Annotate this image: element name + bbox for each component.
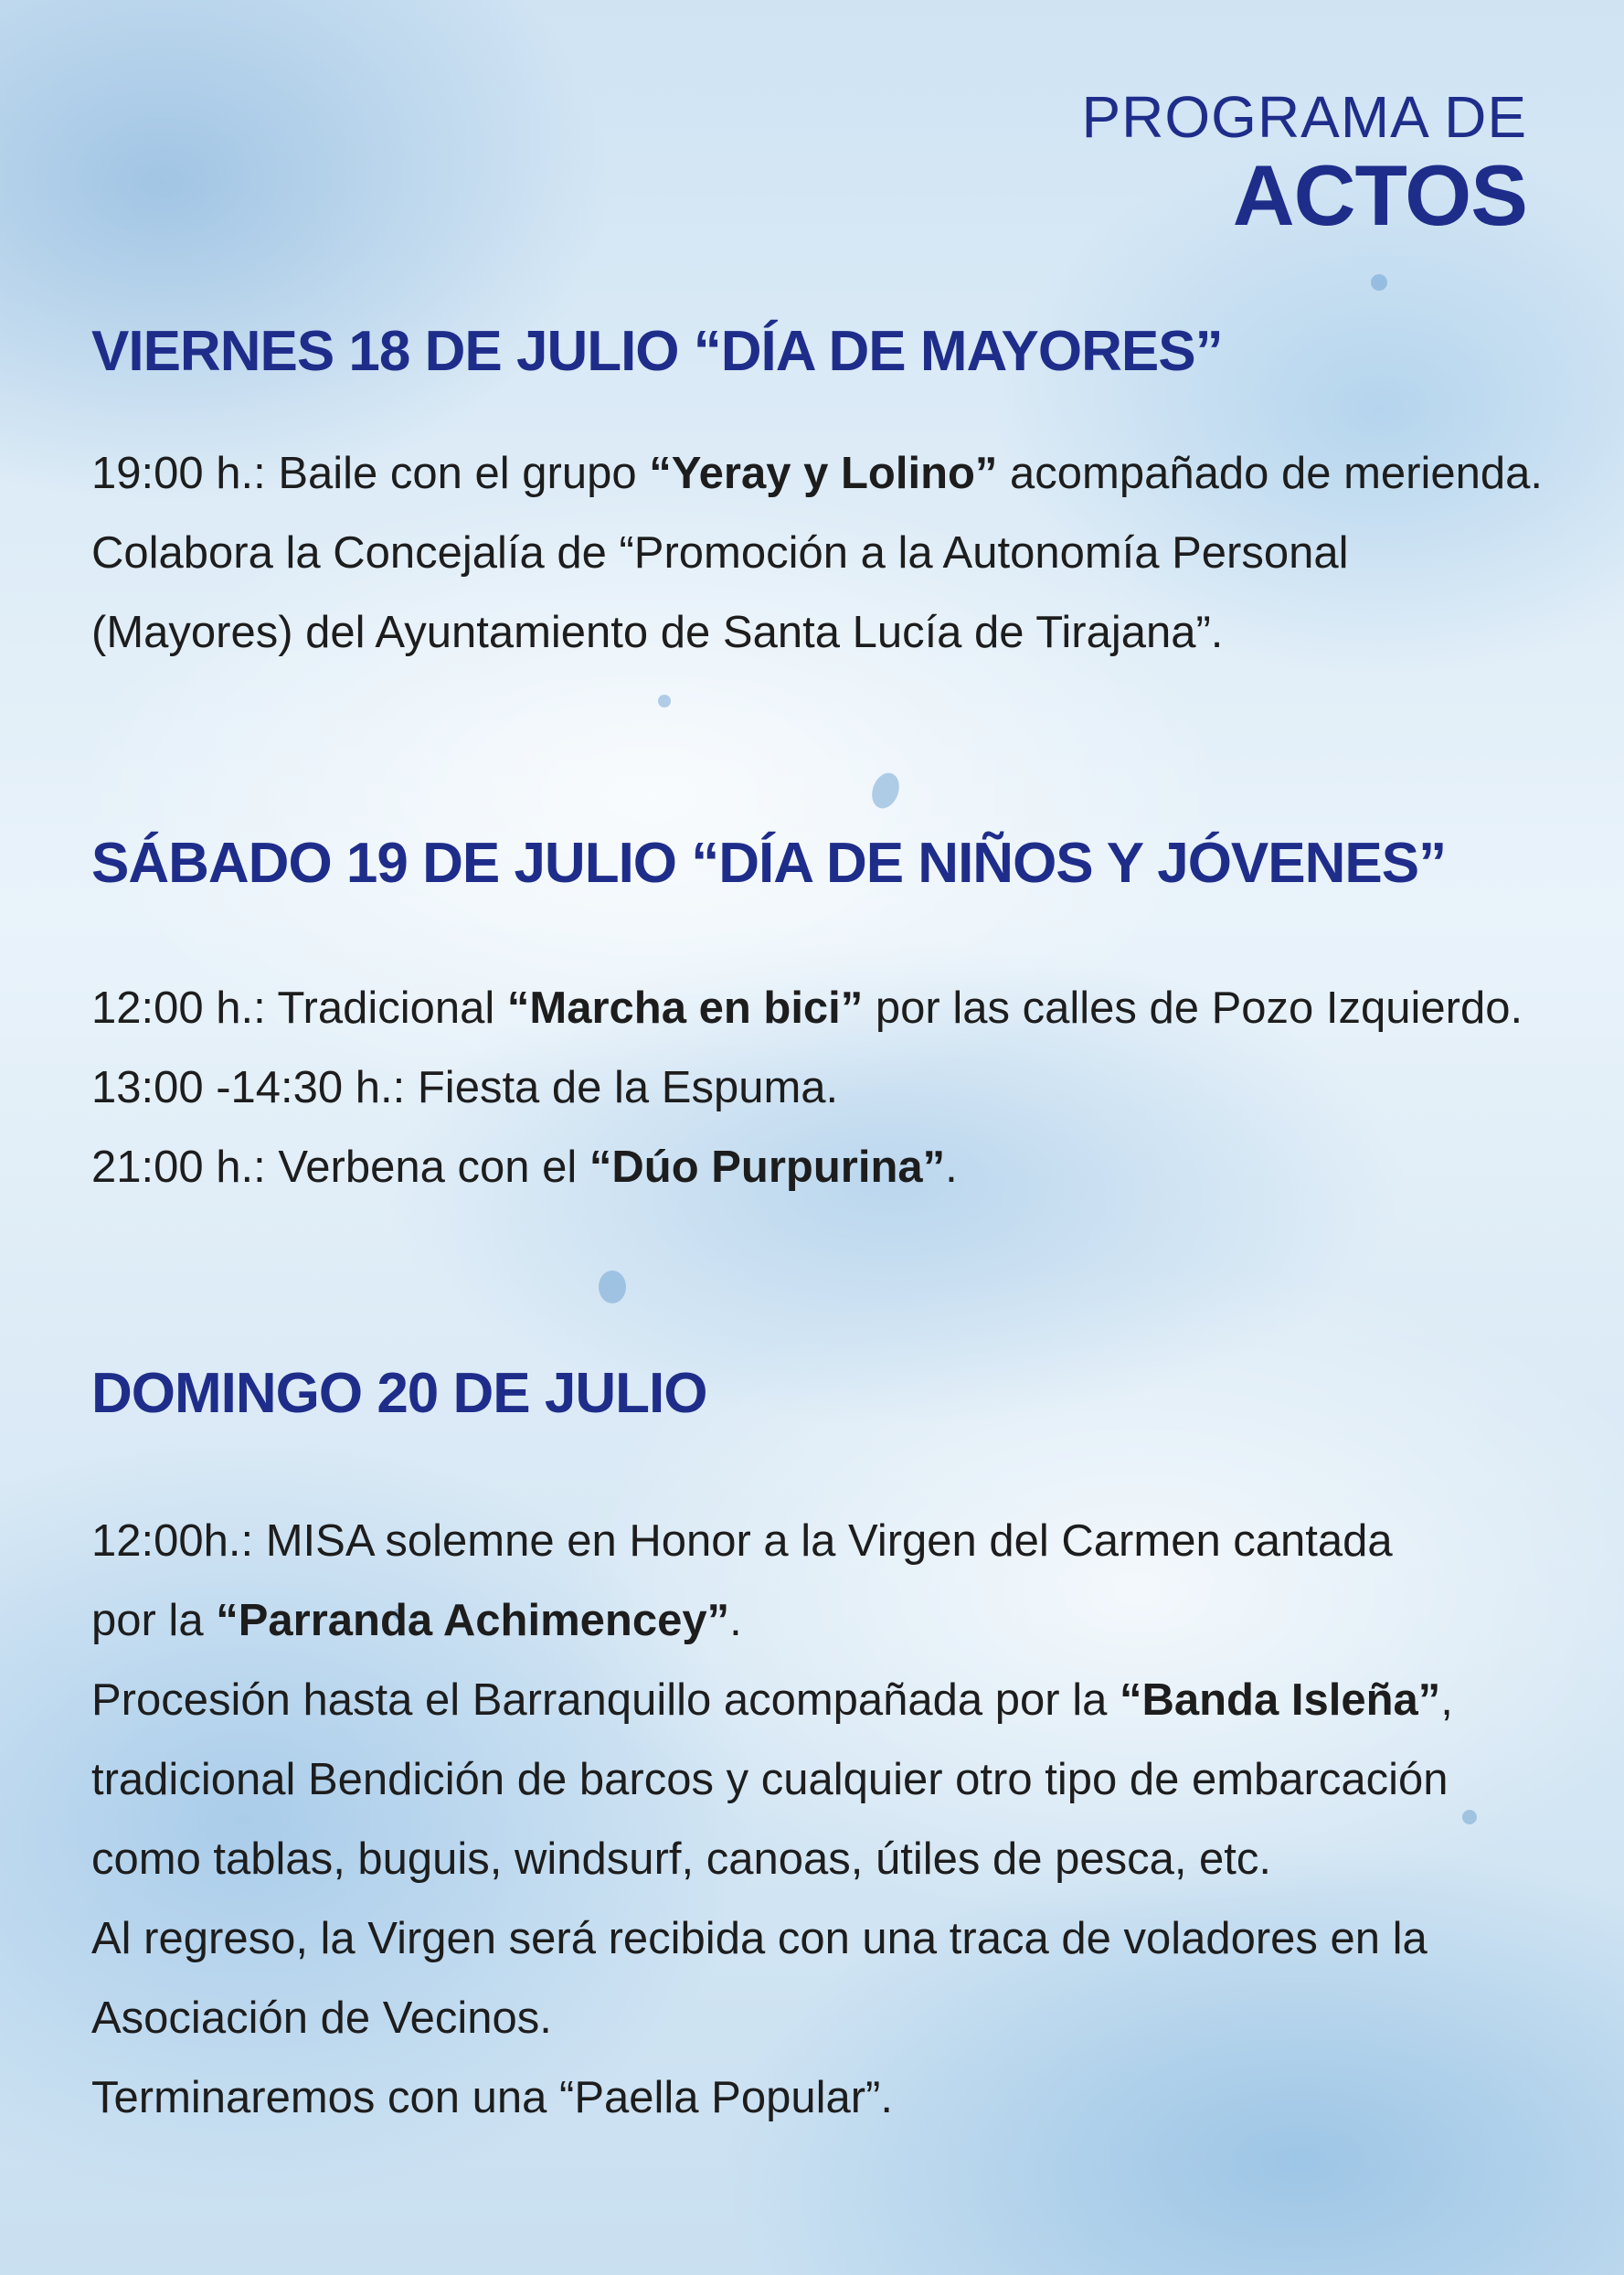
line-text: Al regreso, la Virgen será recibida con una traca de voladores en la (91, 1914, 1428, 1963)
watercolor-splash (658, 695, 671, 707)
line-text: por las calles de Pozo Izquierdo. (863, 983, 1523, 1033)
watercolor-splash (867, 769, 904, 812)
event-line (91, 1740, 1572, 1820)
line-text: Procesión hasta el Barranquillo acompañada por la (91, 1675, 1120, 1725)
event-line (91, 1502, 1572, 1581)
section-body (91, 969, 1572, 1207)
event-line (91, 514, 1572, 593)
header-line2: ACTOS (1232, 147, 1527, 243)
section-body (91, 434, 1572, 673)
section-saturday (91, 827, 1572, 1207)
line-text: 21:00 h.: Verbena con el (91, 1143, 589, 1192)
line-text: Colabora la Concejalía de “Promoción a la Autonomía Personal (91, 528, 1349, 578)
line-text: . (945, 1143, 958, 1192)
section-friday (91, 315, 1572, 673)
line-highlight: “Banda Isleña” (1119, 1675, 1441, 1725)
line-text: tradicional Bendición de barcos y cualquier otro tipo de embarcación (91, 1755, 1449, 1804)
event-line (91, 969, 1572, 1048)
section-sunday (91, 1357, 1572, 2138)
line-text: Terminaremos con una “Paella Popular”. (91, 2073, 893, 2122)
line-text: 13:00 -14:30 h.: Fiesta de la Espuma. (91, 1063, 839, 1112)
event-line (91, 2058, 1572, 2138)
event-line (91, 1899, 1572, 1979)
line-text: acompañado de merienda. (997, 449, 1544, 498)
line-text: , (1440, 1675, 1453, 1725)
line-text: Asociación de Vecinos. (91, 1993, 552, 2043)
section-title: SÁBADO 19 DE JULIO “DÍA DE NIÑOS Y JÓVENES” (91, 832, 1447, 895)
watercolor-splash (1371, 274, 1387, 291)
header-line1: PROGRAMA DE (1081, 84, 1527, 150)
section-title: VIERNES 18 DE JULIO “DÍA DE MAYORES” (91, 320, 1223, 383)
event-line (91, 593, 1572, 673)
event-line (91, 1048, 1572, 1128)
line-highlight: “Dúo Purpurina” (589, 1143, 946, 1192)
event-line (91, 434, 1572, 514)
line-text: 12:00h.: MISA solemne en Honor a la Virgen del Carmen cantada (91, 1516, 1393, 1566)
watercolor-splash (599, 1270, 626, 1303)
line-highlight: “Parranda Achimencey” (216, 1596, 730, 1645)
line-highlight: “Marcha en bici” (506, 983, 864, 1033)
section-body (91, 1502, 1572, 2138)
line-text: . (729, 1596, 742, 1645)
line-text: como tablas, buguis, windsurf, canoas, útiles de pesca, etc. (91, 1834, 1272, 1884)
event-line (91, 1979, 1572, 2058)
line-highlight: “Yeray y Lolino” (649, 449, 998, 498)
program-header (1081, 84, 1527, 241)
event-line (91, 1581, 1572, 1661)
line-text: 12:00 h.: Tradicional (91, 983, 507, 1033)
line-text: por la (91, 1596, 217, 1645)
event-line (91, 1820, 1572, 1899)
event-line (91, 1128, 1572, 1207)
line-text: 19:00 h.: Baile con el grupo (91, 449, 650, 498)
section-title: DOMINGO 20 DE JULIO (91, 1362, 707, 1425)
line-text: (Mayores) del Ayuntamiento de Santa Lucía de Tirajana”. (91, 608, 1224, 657)
event-line (91, 1661, 1572, 1740)
